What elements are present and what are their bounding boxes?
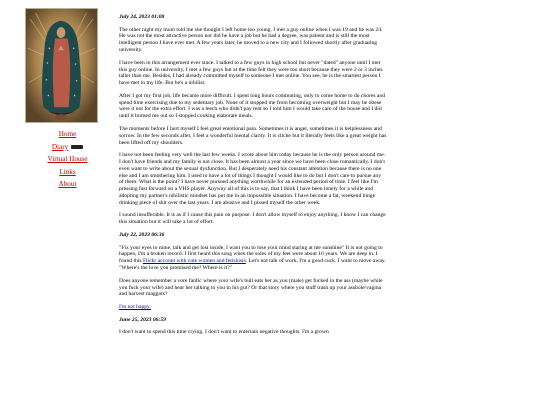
diary-entry [119,317,387,336]
entry-paragraph: After I got my first job, life became more difficult. I spent long hours commuting, only to come home to do chores and spend time exercising due to my sedentary job. None of it stopped me from becoming overweight but I may be obese were it not for the extra effort. I was a leech who didn't pay rent so I told him I would take care of the house and I did until it burned me out so I stopped cooking elaborate meals. [119,92,386,120]
sidebar [25,8,98,191]
virgin-mary-image [25,8,98,123]
diary-entry [119,14,387,226]
entry-paragraph [119,245,387,272]
entry-paragraph: I don't want to spend this time crying. I don't want to entertain negative thoughts. I'm a grown [119,329,329,336]
entry-text: "Fix your eyes to mine, talk and get lost inside, I want you to lose your mind staring at me sunshine" It is not going to happen, I'm a broken record. I first heard this song when the soles of my feet were about 16 years. We are deep in. I found this [119,244,383,265]
not-happy-link[interactable]: I'm not happy. [119,304,151,310]
entry-paragraph: Does anyone remember a vore fanfic where your wife's bull eats her as you (male) get fucked in the ass (maybe while you fuck your wife) and hear her talking to you in his gut? Or that story where you stuff trash up your asshole/vagina and harvest maggots? [119,277,383,298]
nav-diary-row [37,141,98,154]
site-nav [25,128,98,191]
new-badge-icon [71,145,83,149]
entry-date: July 24, 2023 01:08 [119,14,165,20]
entry-text: . Let's not talk of work, I'm a good cuck. I want to move away. "Where's the love you promised me? Where is it?" [119,258,386,272]
entry-paragraph: I have been in this arrangement ever since. I talked to a few guys in high school but never "dated" anyone until I met this guy online. In university, I met a few guys but at the time felt they were too short because they were 2 or 3 inches taller than me. Besides, I had already committed myself to someone I met online. You see, he is the smartest person I have met in my life. But he's a nihilist. [119,59,383,87]
diary-content [119,14,387,342]
entry-paragraph [119,304,387,311]
nav-about-link[interactable]: About [58,180,77,189]
entry-date: July 22, 2023 06:36 [119,231,165,238]
nav-diary-link[interactable]: Diary [51,142,69,151]
entry-paragraph: I sound insufferable. It is as if I cause this pain on purpose. I don't allow myself to enjoy anything. I know I can change this situation but it will take a lot of effort. [119,212,386,226]
nav-links-link[interactable]: Links [59,167,76,176]
entry-date: June 25, 2023 06:59 [119,316,166,323]
entry-paragraph: The other night my mom told me she thought I left home too young. I met a guy online when I was 19 and he was 24. He was not the most attractive person nor did he have a job but he had a degree, was patient and is still the most intelligent person I have ever met. A few years later, he moved to a new city and I followed shortly after graduating university. [119,26,383,54]
nav-home-link[interactable]: Home [58,130,77,138]
diary-entry [119,232,387,311]
flickr-account-link[interactable]: Flickr account with cute women and fetishists [142,258,246,265]
entry-paragraph: I have not been feeling very well the last few weeks. I wrote about him today because he is the only person around me. I don't have friends and my family is not close. It has been almost a year since we have been close romantically. I don't even want to write about the sexual dysfunction. But I desperately need his constant attention because there is no one else and I am smothering him. I used to have a lot of things I thought I would like to do but I don't care to pursue any of them. What is the point? I have never pursued anything worthwhile for an extended period of time. I feel like I'm pressing fast forward on a VHS player. Anyway all of this is to say, that I think I have been lonely for a while and adopting my partner's nihilistic mindset has put me in an impossible situation. I have become a fat, weekend binge drinking piece of shit over the last years. I am abusive and I pissed myself the other week. [119,152,386,206]
nav-virtual-house-link[interactable]: Virtual House [47,155,88,164]
entry-paragraph: The moments before I hurt myself I feel great emotional pain. Sometimes it is anger, sometimes it is helplessness and sorrow. In the few seconds after, I feel a wonderful mental clarity. It is cliche but it literally feels like a great weight has been lifted off my shoulders. [119,125,387,146]
